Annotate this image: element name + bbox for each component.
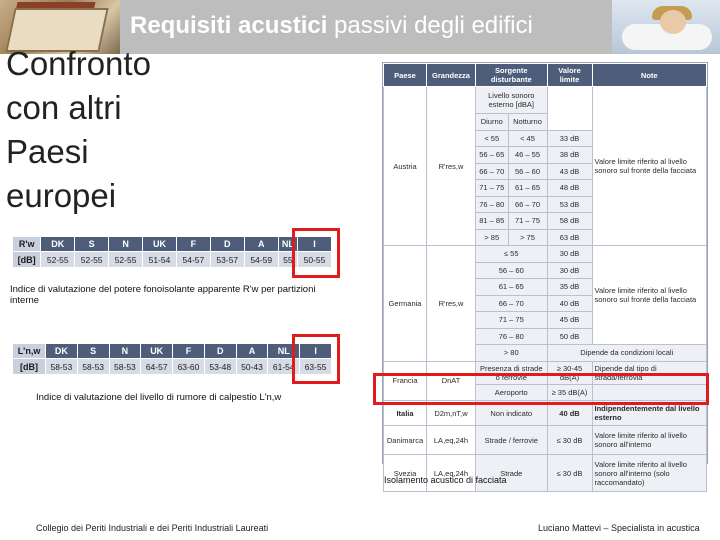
facade-caption: Isolamento acustico di facciata [384, 475, 507, 485]
italy-highlight-box [292, 334, 340, 384]
impact-noise-table: L'n,w DK S N UK F D A NL I [dB] 58-53 58-53 58-53 64-57 63-60 53-48 50-43 61-54 63-55 [12, 343, 332, 375]
partition-insulation-table: R'w DK S N UK F D A NL I [dB] 52-55 52-55 52-55 51-54 54-57 53-57 54-59 55 50-55 [12, 236, 332, 268]
footer-author: Luciano Mattevi – Specialista in acustica [538, 523, 700, 533]
italy-row-highlight-box [373, 373, 709, 405]
footer-organization: Collegio dei Periti Industriali e dei Periti Industriali Laureati [36, 523, 269, 533]
facade-insulation-table: Paese Grandezza Sorgente disturbante Valore limite Note Austria R'res,w Livello sonoro esterno [dBA] Valore limite riferito al livello sonoro sul fronte della facciata Diurno Notturno < 55 < 45 33 dB 56 – 65 46 – 55 38 dB 66 – 70 56 – 60 43 dB 71 – 75 61 – 65 48 dB 76 – 80 66 – 70 53 dB 81 – 85 71 – 75 58 dB > 85 > 75 63 dB Germania R'res,w ≤ 55 30 dB Valore limite riferito al livello sonoro sul fronte della facciata 56 – 60 30 dB 61 – 65 35 dB 66 – 70 40 dB 71 – 75 45 dB 76 – 80 50 dB > 80 Dipende da condizioni locali Francia DnAT Presenza di strade o ferrovie ≥ 30-45 dB(A) Dipende dal tipo di strada/ferrovia Aeroporto ≥ 35 dB(A) Italia D2m,nT,w Non indicato 40 dB Indipendentemente dal livello esterno Danimarca LA,eq,24h Strade / ferrovie ≤ 30 dB Valore limite riferito al livello sonoro all'interno Svezia LA,eq,24h Strade ≤ 30 dB Valore limite riferito al livello sonoro all'interno (solo raccomandato) [382, 62, 708, 464]
table2-caption: Indice di valutazione del livello di rumore di calpestio L'n,w [36, 392, 282, 403]
section-title: Confronto con altri Paesi europei [6, 45, 151, 214]
italy-highlight-box [292, 228, 340, 278]
slide-title: Requisiti acustici passivi degli edifici [130, 12, 533, 39]
sleeping-person-image [612, 0, 720, 54]
table1-caption: Indice di valutazione del potere fonoisolante apparente R'w per partizioni interne [10, 284, 316, 306]
